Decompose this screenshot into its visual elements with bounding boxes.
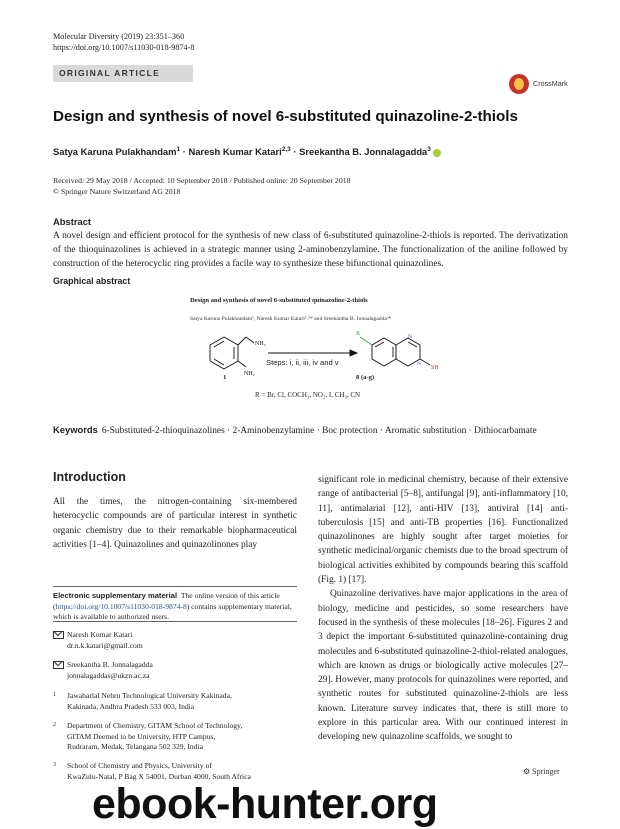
journal-doi[interactable]: https://doi.org/10.1007/s11030-018-9874-8 (53, 43, 195, 52)
contact-name: Naresh Kumar Katari (67, 630, 133, 639)
graphical-abstract-scheme (180, 295, 470, 405)
affiliation-2: 2 Department of Chemistry, GITAM School of Technology, GITAM Deemed to be University, HTP Campus, Rudraram, Medak, Telangana 502 329, India (53, 721, 243, 752)
keywords-label: Keywords (53, 424, 98, 435)
crossmark-button[interactable] (509, 72, 579, 96)
crossmark-icon (509, 74, 529, 94)
contact-rule (53, 621, 297, 622)
article-type-label: ORIGINAL ARTICLE (59, 68, 161, 78)
nh2-bottom: NH₂ (244, 371, 255, 377)
n-atom-2: N (417, 361, 421, 367)
orcid-icon[interactable] (433, 149, 441, 157)
contact-email[interactable]: dr.n.k.katari@gmail.com (67, 640, 143, 650)
affiliation-3: 3 School of Chemistry and Physics, University of KwaZulu-Natal, P Bag X 54001, Durban 4000, South Africa (53, 761, 251, 781)
sh-group-label: SH (431, 365, 439, 371)
ga-title: Design and synthesis of novel 6-substituted quinazoline-2-thiols (190, 297, 368, 304)
contact-email[interactable]: jonnalagaddas@ukzn.ac.za (67, 670, 150, 680)
footnote-rule (53, 586, 297, 587)
article-title: Design and synthesis of novel 6-substituted quinazoline-2-thiols (53, 108, 518, 125)
intro-col1: All the times, the nitrogen-containing six-membered heterocyclic compounds are of particular interest in synthetic organic chemistry due to their remarkable biopharmaceutical activities [1–4]. Quinazolines and quinazolinones play (53, 497, 297, 550)
esm-note: Electronic supplementary material The online version of this article (https://doi.org/10.1007/s11030-018-9874-8) contains supplementary material, which is available to authorized users. (53, 591, 292, 622)
affiliation-1: 1 Jawaharlal Nehru Technological University Kakinada, Kakinada, Andhra Pradesh 533 003, India (53, 691, 232, 711)
contact-name: Sreekantha B. Jonnalagadda (67, 660, 153, 669)
keywords-text: 6-Substituted-2-thioquinazolines · 2-Aminobenzylamine · Boc protection · Aromatic substitution · Dithiocarbamate (101, 426, 537, 436)
benzylamine-structure (210, 337, 254, 369)
compound-8-label: 8 (a-g) (356, 374, 375, 381)
crossmark-label: CrossMark (533, 79, 568, 88)
nh2-top: NH₂ (255, 341, 266, 347)
watermark: ebook-hunter.org (92, 780, 438, 828)
esm-label: Electronic supplementary material (53, 591, 178, 600)
author-1[interactable]: Satya Karuna Pulakhandam (53, 146, 177, 158)
springer-logo: ⚙ Springer (523, 767, 560, 776)
journal-citation (53, 31, 194, 53)
author-2[interactable]: Naresh Kumar Katari (188, 146, 282, 158)
envelope-icon (53, 661, 64, 669)
contact-2 (53, 660, 297, 681)
ga-steps-label: Steps: i, ii, iii, iv and v (266, 358, 339, 367)
envelope-icon (53, 631, 64, 639)
compound-1-label: 1 (223, 374, 227, 381)
publication-dates: Received: 29 May 2018 / Accepted: 10 September 2018 / Published online: 20 September 2018 © Springer Nature Switzerland AG 2018 (53, 176, 351, 196)
esm-link[interactable]: https://doi.org/10.1007/s11030-018-9874-8 (55, 601, 187, 611)
intro-col2-p2: Quinazoline derivatives have major applications in the area of biology, medicine and pesticides, so some researchers have focused in the synthesis of these molecules [18–26]. Figures 2 and 3 depict the important 6-substituted quinazoline-containing drug molecules and 6-substituted quinazoline-2-thiol-related analogues, which are known as drugs or biologically active molecules [27–29]. However, many protocols for quinazolines were reported, and synthetic routes for substituted quinazoline-2-thiols are less known. Literature survey indicates that, there is still more to explore in this particular area. With our continued interest in developing new quinazoline scaffolds, we sought to (318, 589, 568, 743)
abstract-text: A novel design and efficient protocol for the synthesis of new class of 6-substituted quinazoline-2-thiols is reported. The derivatization of the thioquinazolines is achieved in a strategic manner using 2-aminobenzylamine. The functionalization of the aniline followed by construction of the heterocyclic ring provides a facile way to synthesize these bifunctional quinazolines. (53, 231, 568, 269)
introduction-heading: Introduction (53, 470, 126, 484)
ga-authors: Satya Karuna Pulakhandam¹, Naresh Kumar Katari²˒³* and Sreekantha B. Jonnalagadda³* (190, 316, 392, 322)
author-list: Satya Karuna Pulakhandam$^1$ · Naresh Kumar Katari$^{2,3}$ · Sreekantha B. Jonnalagadda$^3$ (53, 146, 441, 157)
journal-name: Molecular Diversity (2019) 23:351–360 (53, 32, 185, 41)
graphical-abstract-heading: Graphical abstract (53, 276, 131, 286)
article-type-badge (53, 65, 193, 82)
keywords (53, 423, 568, 439)
r-group-label: R (356, 331, 361, 337)
author-3[interactable]: Sreekantha B. Jonnalagadda (299, 146, 428, 158)
intro-col2-p1: significant role in medicinal chemistry, because of their extensive range of antibacterial [5–8], antifungal [9], anti-inflammatory [10, 11], antimalarial [12], anti-HIV [13], antiviral [14] anti-tuberculosis [15] and anti-TB properties [16]. Functionalized quinazolinones are highly sought after target moieties for synthetic medicinal/organic chemists due to the broad spectrum of biological activities exhibited by compounds bearing this scaffold (Fig. 1) [17]. (318, 475, 568, 586)
reaction-arrow (268, 350, 357, 356)
n-atom-1: N (408, 334, 412, 340)
ga-r-list: R = Br, Cl, COCH₃, NO₂, I, CH₃, CN (255, 391, 361, 399)
intro-col2 (318, 473, 568, 745)
contact-1 (53, 630, 297, 651)
abstract-heading: Abstract (53, 216, 92, 227)
